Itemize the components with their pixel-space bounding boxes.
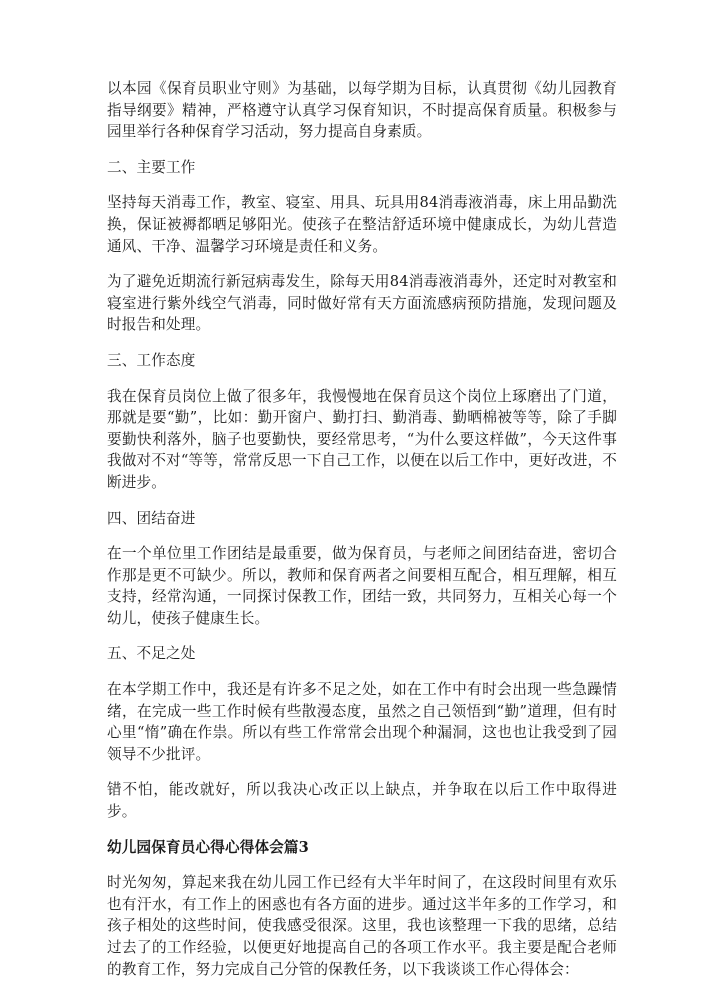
paragraph-shortcomings: 在本学期工作中，我还是有许多不足之处，如在工作中有时会出现一些急躁情绪，在完成一些工作时候有些散漫态度，虽然之自己领悟到“勤”道理，但有时心里“惰”确在作祟。所以有些工作常常会出现个种漏洞，这也也让我受到了园领导不少批评。 — [107, 681, 617, 763]
paragraph-teamwork: 在一个单位里工作团结是最重要，做为保育员，与老师之间团结奋进，密切合作那是更不可缺少。所以，教师和保育两者之间要相互配合，相互理解，相互支持，经常沟通，一同探讨保教工作，团结一致，共同努力，互相关心每一个幼儿，使孩子健康生长。 — [107, 545, 617, 627]
section-heading-teamwork: 四、团结奋进 — [107, 509, 196, 527]
paragraph-disinfection: 坚持每天消毒工作，教室、寝室、用具、玩具用84消毒液消毒，床上用品勤洗换，保证被褥都晒足够阳光。使孩子在整洁舒适环境中健康成长，为幼儿营造通风、干净、温馨学习环境是责任和义务。 — [107, 194, 617, 255]
paragraph-article-intro: 时光匆匆，算起来我在幼儿园工作已经有大半年时间了，在这段时间里有欢乐也有汗水，有工作上的困惑也有各方面的进步。通过这半年多的工作学习，和孩子相处的这些时间，使我感受很深。这里，我也该整理一下我的思绪，总结过去了的工作经验，以便更好地提高自己的各项工作水平。我主要是配合老师的教育工作，努力完成自己分管的保教任务，以下我谈谈工作心得体会： — [107, 874, 617, 978]
paragraph-prevention: 为了避免近期流行新冠病毒发生，除每天用84消毒液消毒外，还定时对教室和寝室进行紫外线空气消毒，同时做好常有天方面流感病预防措施，发现问题及时报告和处理。 — [107, 273, 617, 334]
section-heading-attitude: 三、工作态度 — [107, 351, 196, 369]
paragraph-resolution: 错不怕，能改就好，所以我决心改正以上缺点，并争取在以后工作中取得进步。 — [107, 781, 617, 821]
paragraph-intro: 以本园《保育员职业守则》为基础，以每学期为目标，认真贯彻《幼儿园教育指导纲要》精神，严格遵守认真学习保育知识，不时提高保育质量。积极参与园里举行各种保育学习活动，努力提高自身素质。 — [107, 80, 617, 141]
paragraph-attitude: 我在保育员岗位上做了很多年，我慢慢地在保育员这个岗位上琢磨出了门道，那就是要“勤”，比如：勤开窗户、勤打扫、勤消毒、勤晒棉被等等，除了手脚要勤快利落外，脑子也要勤快，要经常思考，“为什么要这样做”，今天这件事我做对不对“等等，常常反思一下自己工作，以便在以后工作中，更好改进，不断进步。 — [107, 387, 617, 491]
article-title: 幼儿园保育员心得心得体会篇3 — [107, 838, 309, 856]
section-heading-shortcomings: 五、不足之处 — [107, 645, 196, 663]
document-page — [107, 78, 617, 994]
section-heading-main-work: 二、主要工作 — [107, 158, 196, 176]
